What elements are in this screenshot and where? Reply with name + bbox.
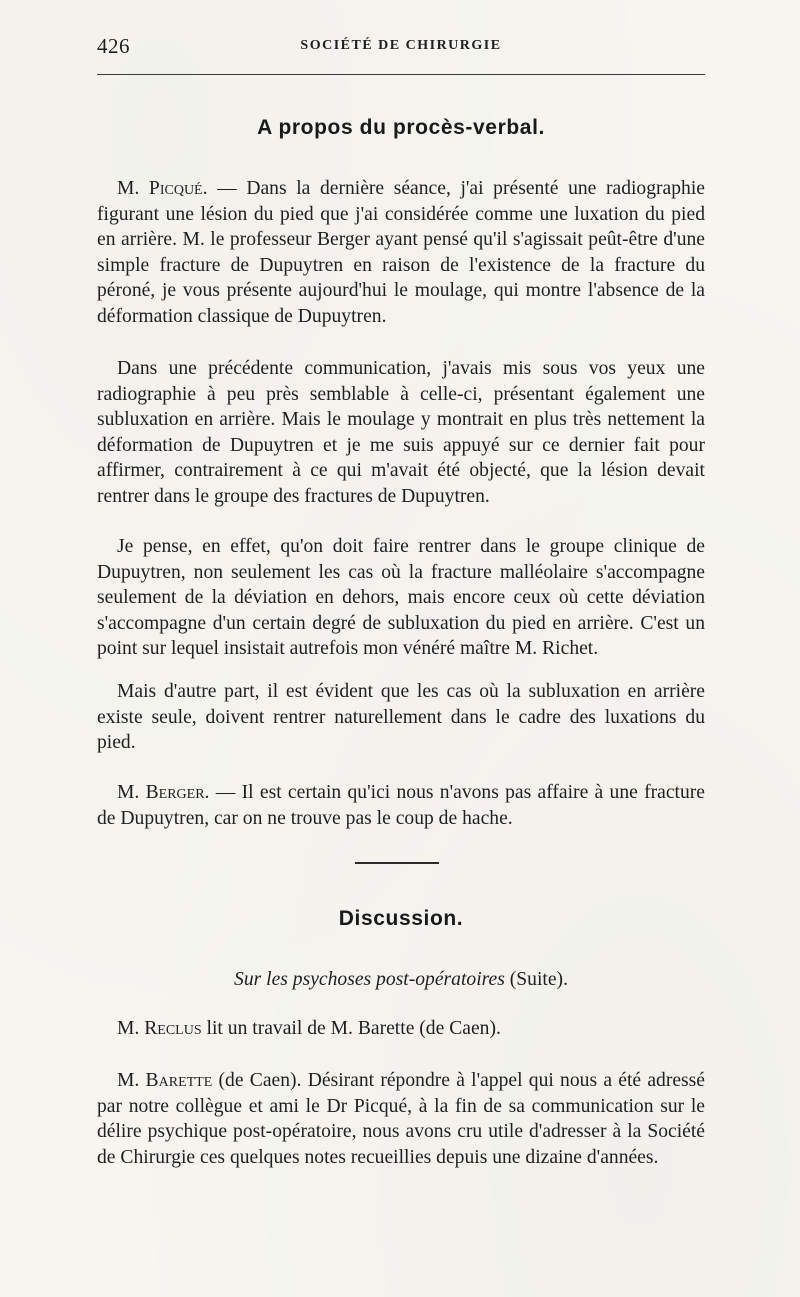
speaker-name: M. Barette xyxy=(117,1070,213,1091)
header-rule xyxy=(97,74,705,75)
paragraph-barette xyxy=(97,1068,705,1170)
paragraph-text: lit un travail de M. Barette (de Caen). xyxy=(201,1018,501,1039)
paragraph-text: — Dans la dernière séance, j'ai présenté une radiographie figurant une lésion du pied que j'ai considérée comme une luxation du pied en arrière. M. le professeur Berger ayant pensé qu'il s'agissait peût-être d'une simple fracture de Dupuytren en raison de l'existence de la fracture du péroné, je vous présente aujourd'hui le moulage, qui montre l'absence de la déformation classique de Dupuytren. xyxy=(97,178,705,327)
discussion-subtitle xyxy=(97,967,705,993)
speaker-name: M. Picqué. xyxy=(117,178,208,199)
paragraph-text: Je pense, en effet, qu'on doit faire rentrer dans le groupe clinique de Dupuytren, non seulement les cas où la fracture malléolaire s'accompagne seulement de la déviation en dehors, mais encore ceux où cette déviation s'accompagne d'un certain degré de subluxation du pied en arrière. C'est un point sur lequel insistait autrefois mon vénéré maître M. Richet. xyxy=(97,536,705,659)
paragraph-text: — Il est certain qu'ici nous n'avons pas affaire à une fracture de Dupuytren, car on ne trouve pas le coup de hache. xyxy=(97,782,706,829)
speaker-name: M. Reclus xyxy=(117,1018,202,1039)
paragraph-text: (de Caen). Désirant répondre à l'appel qui nous a été adressé par notre collègue et ami le Dr Picqué, à la fin de sa communication sur le délire psychique post-opératoire, nous avons cru utile d'adresser à la Société de Chirurgie ces quelques notes recueillies depuis une dizaine d'années. xyxy=(97,1070,705,1168)
paragraph-reclus xyxy=(97,1016,705,1042)
section-separator xyxy=(355,862,439,864)
paragraph-berger xyxy=(97,780,705,831)
speaker-name: M. Berger. xyxy=(117,782,210,803)
journal-title: SOCIÉTÉ DE CHIRURGIE xyxy=(300,38,502,53)
section-title-proces-verbal: A propos du procès-verbal. xyxy=(257,116,545,139)
subtitle-suffix: (Suite). xyxy=(504,969,568,990)
paragraph-text: Dans une précédente communication, j'avais mis sous vos yeux une radiographie à peu près semblable à celle-ci, présentant également une subluxation en arrière. Mais le moulage y montrait en plus très nettement la déformation de Dupuytren et je me suis appuyé sur ce dernier fait pour affirmer, contrairement à ce qui m'avait été objecté, que la lésion devait rentrer dans le groupe des fractures de Dupuytren. xyxy=(97,358,705,507)
page-number: 426 xyxy=(97,34,130,58)
paragraph-picque xyxy=(97,176,705,329)
subtitle-italic: Sur les psychoses post-opératoires xyxy=(234,969,505,990)
running-head xyxy=(97,34,705,60)
section-title-discussion: Discussion. xyxy=(338,907,464,930)
paragraph-text: Mais d'autre part, il est évident que les cas où la subluxation en arrière existe seule, doivent rentrer naturellement dans le cadre des luxations du pied. xyxy=(97,681,705,753)
